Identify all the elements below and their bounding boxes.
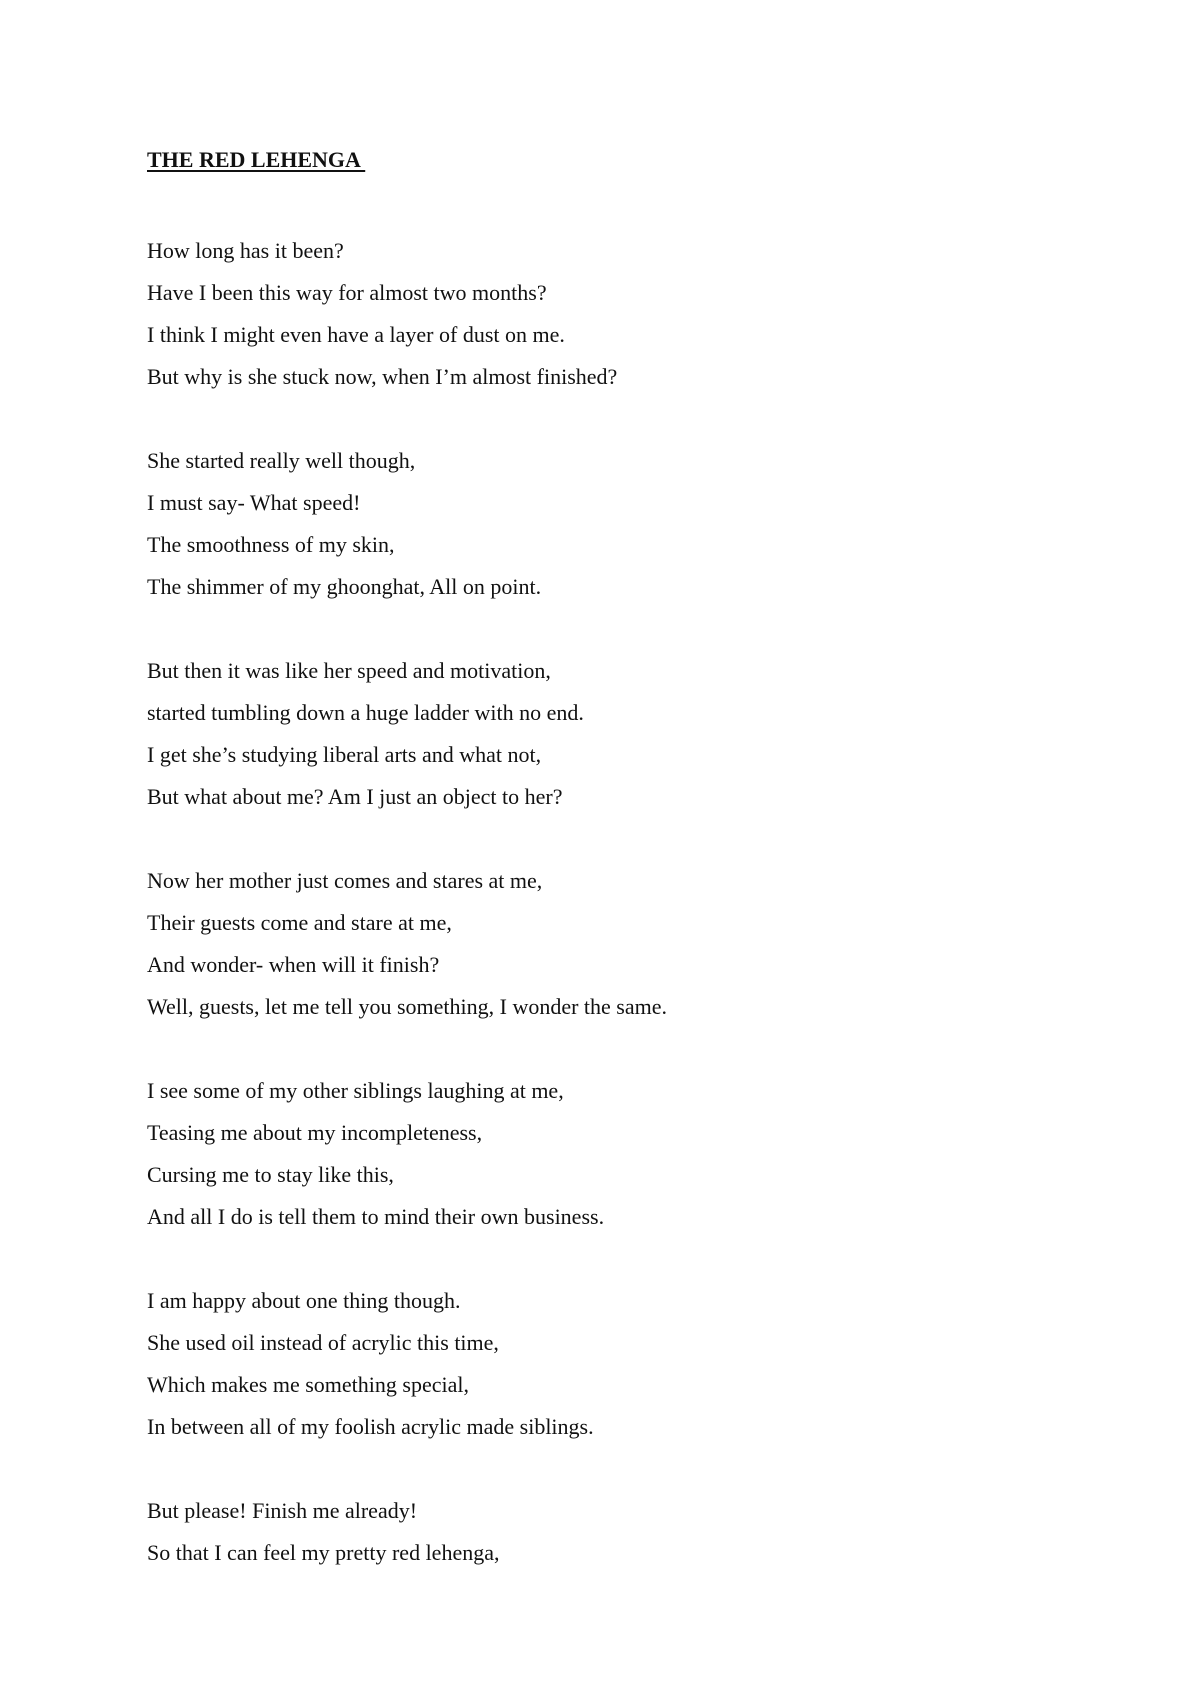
- poem-line: She started really well though,: [147, 448, 416, 473]
- poem-line: Their guests come and stare at me,: [147, 910, 452, 935]
- poem-line: But please! Finish me already!: [147, 1498, 418, 1523]
- poem-line: But what about me? Am I just an object to her?: [147, 784, 563, 809]
- poem-line: I get she’s studying liberal arts and what not,: [147, 742, 542, 767]
- poem-line: Which makes me something special,: [147, 1372, 469, 1397]
- poem-line: Now her mother just comes and stares at me,: [147, 868, 543, 893]
- stanza-5: [147, 1070, 1127, 1238]
- stanza-3: [147, 650, 1127, 818]
- poem-line: But then it was like her speed and motivation,: [147, 658, 551, 683]
- poem-line: In between all of my foolish acrylic made siblings.: [147, 1414, 594, 1439]
- poem-line: I think I might even have a layer of dust on me.: [147, 322, 565, 347]
- stanza-6: [147, 1280, 1127, 1448]
- stanza-1: [147, 230, 1127, 398]
- stanza-2: [147, 440, 1127, 608]
- poem-line: I must say- What speed!: [147, 490, 361, 515]
- poem-line: She used oil instead of acrylic this time,: [147, 1330, 499, 1355]
- poem-line: Teasing me about my incompleteness,: [147, 1120, 483, 1145]
- poem-line: And wonder- when will it finish?: [147, 952, 440, 977]
- poem-line: Well, guests, let me tell you something, I wonder the same.: [147, 994, 668, 1019]
- poem-line: But why is she stuck now, when I’m almost finished?: [147, 364, 618, 389]
- poem-line: The shimmer of my ghoonghat, All on point.: [147, 574, 542, 599]
- poem-line: Have I been this way for almost two months?: [147, 280, 547, 305]
- poem-line: started tumbling down a huge ladder with no end.: [147, 700, 584, 725]
- poem-line: I am happy about one thing though.: [147, 1288, 461, 1313]
- stanza-7: [147, 1490, 1127, 1574]
- poem-line: How long has it been?: [147, 238, 344, 263]
- poem-line: So that I can feel my pretty red lehenga,: [147, 1540, 500, 1565]
- poem-line: I see some of my other siblings laughing at me,: [147, 1078, 564, 1103]
- poem-line: And all I do is tell them to mind their own business.: [147, 1204, 605, 1229]
- stanza-4: [147, 860, 1127, 1028]
- poem-line: Cursing me to stay like this,: [147, 1162, 394, 1187]
- poem-title: THE RED LEHENGA: [147, 147, 366, 172]
- poem-body: [147, 230, 1127, 1616]
- poem-line: The smoothness of my skin,: [147, 532, 395, 557]
